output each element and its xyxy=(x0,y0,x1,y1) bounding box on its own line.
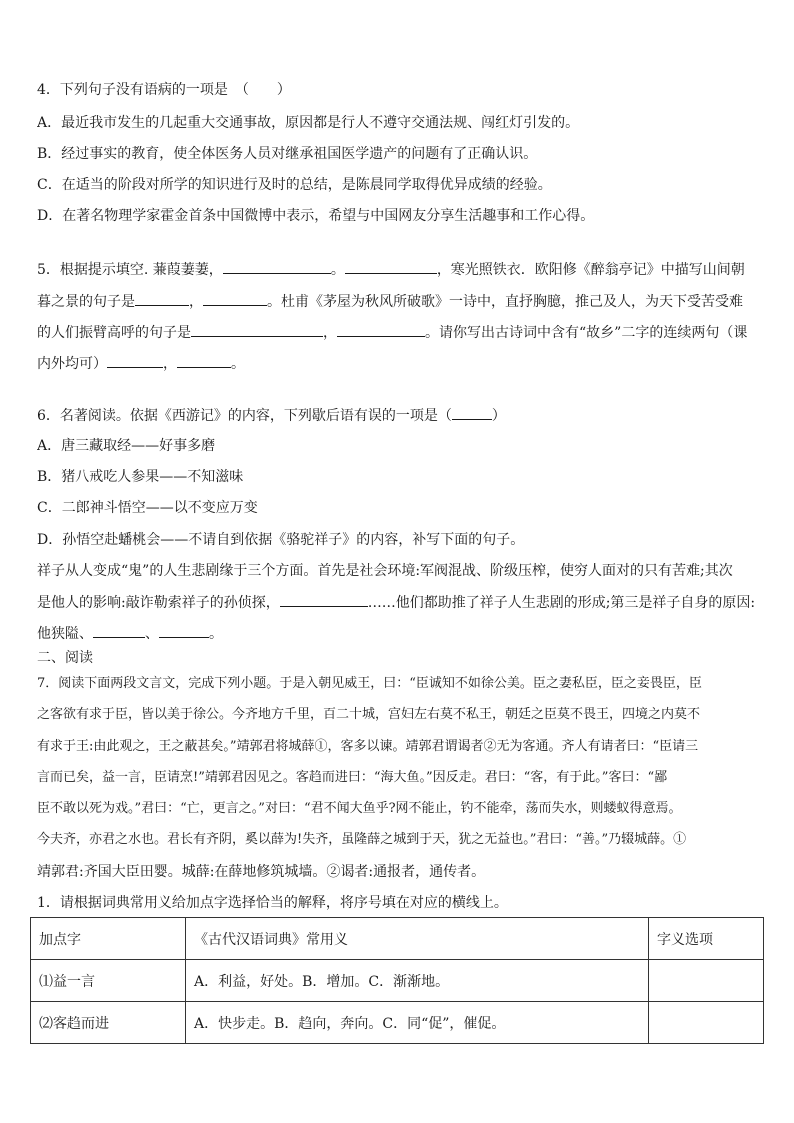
q4-option-a: A．最近我市发生的几起重大交通事故，原因都是行人不遵守交通法规、闯红灯引发的。 xyxy=(37,115,580,131)
q4-option-d: D．在著名物理学家霍金首条中国微博中表示，希望与中国网友分享生活趣事和工作心得。 xyxy=(37,208,595,224)
q6-option-c: C．二郎神斗悟空——以不变应万变 xyxy=(37,500,258,516)
q6-stem: 6．名著阅读。依据《西游记》的内容，下列歇后语有误的一项是（ ） xyxy=(37,405,762,426)
q6-paragraph-line-3: 他狭隘、 、 。 xyxy=(37,623,762,644)
table-row xyxy=(31,1002,764,1044)
q7-text-line: 7．阅读下面两段文言文，完成下列小题。于是入朝见威王，曰：“臣诚知不如徐公美。臣之妻私臣，臣之妾畏臣，臣 xyxy=(37,676,702,691)
table-header: 《古代汉语词典》常用义 xyxy=(186,918,649,960)
q7-text-line: 言而已矣，益一言，臣请烹!”靖郭君因见之。客趋而进曰：“海大鱼。”因反走。君曰：“客，有于此。”客曰：“鄙 xyxy=(37,770,668,785)
q6-paragraph-line-2: 是他人的影响:敲诈勒索祥子的孙侦探， ……他们都助推了祥子人生悲剧的形成;第三是祥子自身的原因: xyxy=(37,592,762,613)
answer-cell[interactable] xyxy=(649,960,764,1002)
answer-blank[interactable] xyxy=(159,623,209,638)
table-cell: ⑵客趋而进 xyxy=(31,1002,186,1044)
answer-blank[interactable] xyxy=(337,322,425,337)
q5-line-1: 5．根据提示填空. 蒹葭萋萋， 。 ，寒光照铁衣．欧阳修《醉翁亭记》中描写山间朝 xyxy=(37,259,762,280)
q5-line-4: 内外均可） ， 。 xyxy=(37,353,762,374)
q6-option-d: D．孙悟空赴蟠桃会——不请自到依据《骆驼祥子》的内容，补写下面的句子。 xyxy=(37,532,525,548)
answer-blank[interactable] xyxy=(93,623,145,638)
answer-blank[interactable] xyxy=(107,353,163,368)
q4-stem: 4．下列句子没有语病的一项是 （ ） xyxy=(37,82,291,98)
definition-table xyxy=(30,917,764,1044)
table-cell: A．快步走。B．趋向，奔向。C．同“促”，催促。 xyxy=(186,1002,649,1044)
table-cell: ⑴益一言 xyxy=(31,960,186,1002)
q5-line-3: 的人们振臂高呼的句子是 ， 。请你写出古诗词中含有“故乡”二字的连续两句（课 xyxy=(37,322,762,343)
q6-option-b: B．猪八戒吃人参果——不知滋味 xyxy=(37,469,244,485)
table-header-row xyxy=(31,918,764,960)
table-header: 加点字 xyxy=(31,918,186,960)
answer-blank[interactable] xyxy=(177,353,231,368)
q7-sub1-stem: 1．请根据词典常用义给加点字选择恰当的解释，将序号填在对应的横线上。 xyxy=(37,895,508,911)
q7-text-line: 今夫齐，亦君之水也。君长有齐阴，奚以薛为!失齐，虽隆薛之城到于天，犹之无益也。”君曰：“善。”乃辍城薛。① xyxy=(37,832,687,847)
answer-blank[interactable] xyxy=(345,259,437,274)
answer-blank[interactable] xyxy=(280,592,368,607)
q7-text-line: 臣不敢以死为戏。”君曰：“亡，更言之。”对曰：“君不闻大鱼乎?网不能止，钓不能牵，荡而失水，则蝼蚁得意焉。 xyxy=(37,801,682,816)
q7-footnote: 靖郭君:齐国大臣田婴。城薛:在薛地修筑城墙。②谒者:通报者，通传者。 xyxy=(37,864,486,880)
answer-blank[interactable] xyxy=(452,405,492,420)
section-title: 二、阅读 xyxy=(37,650,93,666)
q7-text-line: 之客欲有求于臣，皆以美于徐公。今齐地方千里，百二十城，宫妇左右莫不私王，朝廷之臣莫不畏王，四境之内莫不 xyxy=(37,707,701,722)
q4-option-c: C．在适当的阶段对所学的知识进行及时的总结，是陈晨同学取得优异成绩的经验。 xyxy=(37,177,552,193)
q7-text-line: 有求于王:由此观之，王之蔽甚矣。”靖郭君将城薛①，客多以谏。靖郭君谓谒者②无为客通。齐人有请者曰：“臣请三 xyxy=(37,739,699,754)
answer-blank[interactable] xyxy=(223,259,331,274)
table-header: 字义选项 xyxy=(649,918,764,960)
table-row xyxy=(31,960,764,1002)
table-cell: A．利益，好处。B．增加。C．渐渐地。 xyxy=(186,960,649,1002)
answer-blank[interactable] xyxy=(203,291,267,306)
answer-cell[interactable] xyxy=(649,1002,764,1044)
answer-blank[interactable] xyxy=(135,291,189,306)
q6-option-a: A．唐三藏取经——好事多磨 xyxy=(37,438,216,454)
q5-line-2: 暮之景的句子是 ， 。杜甫《茅屋为秋风所破歌》一诗中，直抒胸臆，推己及人，为天下受苦受难 xyxy=(37,291,762,312)
q6-paragraph-line-1: 祥子从人变成“鬼”的人生悲剧缘于三个方面。首先是社会环境:军阀混战、阶级压榨，使穷人面对的只有苦难;其次 xyxy=(37,563,733,579)
q4-option-b: B．经过事实的教育，使全体医务人员对继承祖国医学遗产的问题有了正确认识。 xyxy=(37,146,538,162)
answer-blank[interactable] xyxy=(191,322,323,337)
